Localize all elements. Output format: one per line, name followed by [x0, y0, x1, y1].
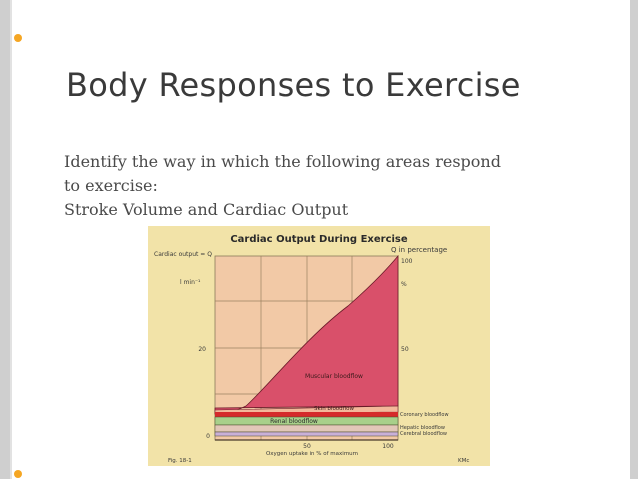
renal-label: Renal bloodflow	[270, 418, 318, 425]
left-accent-bar	[0, 0, 10, 479]
x-tick-label: 50	[303, 443, 311, 450]
left-axis-unit: l min⁻¹	[180, 279, 201, 286]
cerebral-bloodflow-area	[215, 432, 398, 436]
x-axis-label: Oxygen uptake in % of maximum	[265, 451, 359, 457]
accent-dot	[14, 34, 22, 42]
muscular-label: Muscular bloodflow	[305, 373, 363, 380]
coronary-bloodflow-area	[215, 412, 398, 417]
hepatic-bloodflow-area	[215, 425, 398, 432]
slide-title: Body Responses to Exercise	[66, 66, 521, 104]
left-tick-label: 20	[198, 346, 206, 353]
x-tick-label: 100	[382, 443, 394, 450]
accent-dot	[14, 470, 22, 478]
right-tick-label: 50	[401, 346, 409, 353]
hepatic-label: Hepatic bloodflow	[400, 425, 445, 431]
slide-body	[64, 150, 584, 222]
left-tick-label: 0	[206, 433, 210, 440]
left-accent-line	[10, 0, 12, 479]
body-line: Identify the way in which the following areas respond	[64, 152, 501, 171]
right-accent-bar	[630, 0, 638, 479]
figure-svg	[148, 226, 490, 466]
coronary-label: Coronary bloodflow	[400, 412, 449, 418]
cerebral-label: Cerebral bloodflow	[400, 431, 448, 437]
skin-label: Skin bloodflow	[313, 406, 355, 412]
cardiac-output-figure	[148, 226, 490, 466]
figure-credit: KMc	[458, 458, 470, 464]
left-axis-label: Cardiac output = Q	[154, 251, 212, 258]
right-axis-label: Q in percentage	[391, 246, 448, 254]
right-tick-label: 100	[401, 258, 413, 265]
figure-caption: Fig. 18-1	[168, 458, 192, 464]
body-line: Stroke Volume and Cardiac Output	[64, 200, 349, 219]
right-axis-unit: %	[401, 281, 407, 288]
figure-title: Cardiac Output During Exercise	[230, 234, 408, 245]
body-line: to exercise:	[64, 176, 158, 195]
